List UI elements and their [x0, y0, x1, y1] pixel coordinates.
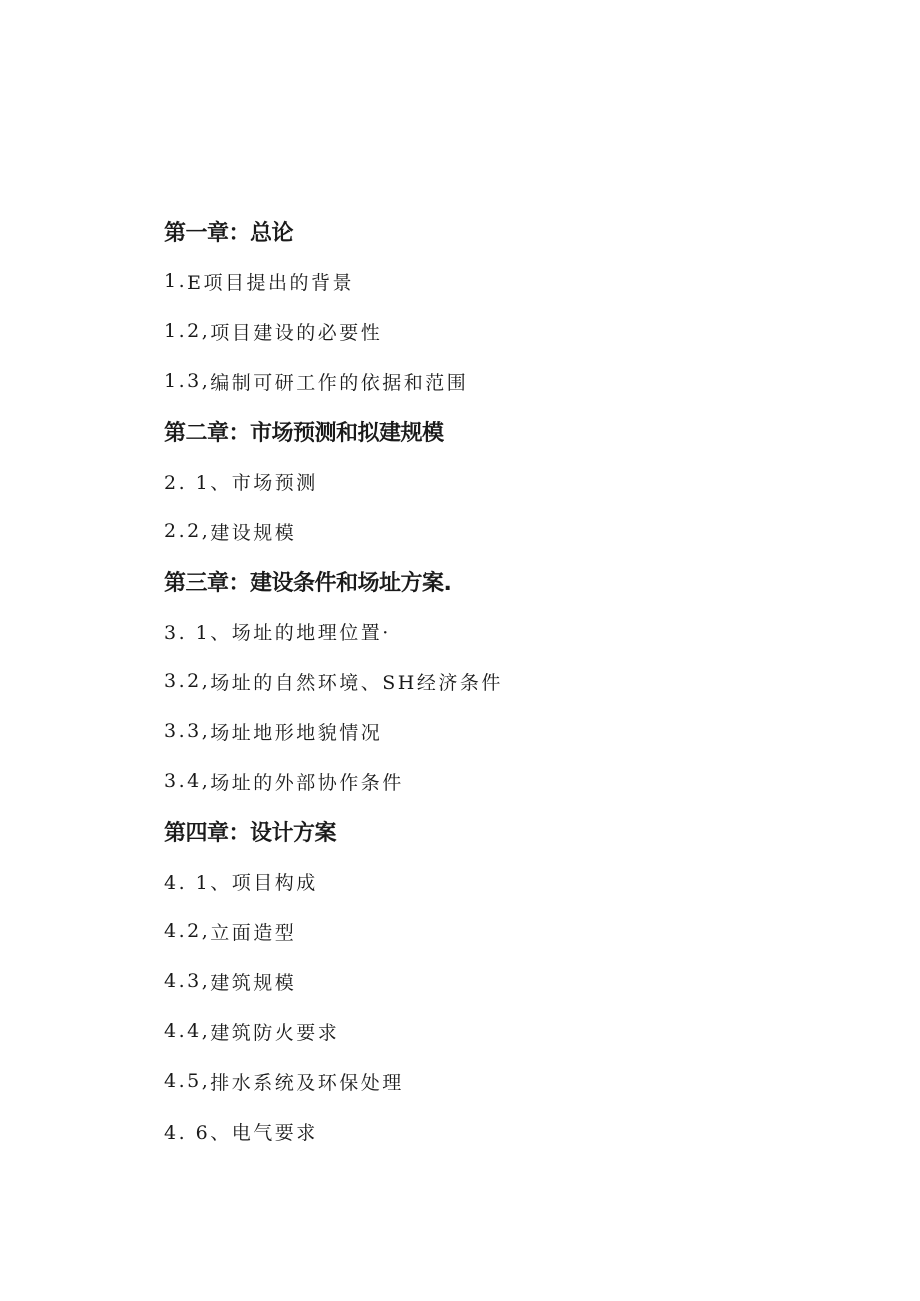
section-title: 场址的自然环境、SH经济条件	[210, 671, 503, 694]
section-entry	[164, 956, 864, 1006]
section-entry	[164, 856, 864, 906]
section-number: 1.3,	[164, 370, 211, 392]
section-number: 3.4,	[164, 770, 211, 792]
section-title: 场址地形地貌情况	[210, 721, 383, 744]
section-number: 4.5,	[164, 1070, 211, 1092]
section-title: E项目提出的背景	[187, 271, 355, 294]
section-entry	[164, 606, 864, 656]
section-title: 排水系统及环保处理	[210, 1071, 404, 1094]
table-of-contents	[164, 206, 864, 1156]
section-entry	[164, 756, 864, 806]
section-title: 项目建设的必要性	[210, 321, 383, 344]
section-number: 3.3,	[164, 720, 211, 742]
section-number: 4.2,	[164, 920, 211, 942]
section-number: 3.2,	[164, 670, 211, 692]
chapter-heading: 第三章：建设条件和场址方案.	[164, 570, 452, 596]
chapter-heading: 第四章：设计方案	[164, 820, 337, 846]
section-title: 编制可研工作的依据和范围	[210, 371, 469, 394]
section-title: 市场预测	[231, 471, 318, 494]
section-number: 3. 1、	[164, 621, 232, 644]
section-number: 4.3,	[164, 970, 211, 992]
section-entry	[164, 706, 864, 756]
section-number: 4.4,	[164, 1020, 211, 1042]
section-title: 项目构成	[231, 871, 318, 894]
section-entry	[164, 1106, 864, 1156]
chapter-heading: 第二章：市场预测和拟建规模	[164, 420, 444, 446]
section-entry	[164, 456, 864, 506]
section-number: 1.	[164, 270, 188, 292]
section-entry	[164, 256, 864, 306]
section-number: 2. 1、	[164, 471, 232, 494]
section-title: 建筑规模	[210, 971, 297, 994]
section-number: 2.2,	[164, 520, 211, 542]
section-entry	[164, 306, 864, 356]
section-title: 场址的外部协作条件	[210, 771, 404, 794]
section-entry	[164, 656, 864, 706]
chapter-heading: 第一章：总论	[164, 220, 294, 246]
section-entry	[164, 356, 864, 406]
section-title: 立面造型	[210, 921, 297, 944]
section-entry	[164, 1006, 864, 1056]
section-title: 建筑防火要求	[210, 1021, 340, 1044]
section-title: 场址的地理位置·	[231, 621, 391, 644]
section-number: 4. 1、	[164, 871, 232, 894]
section-entry	[164, 906, 864, 956]
section-entry	[164, 1056, 864, 1106]
section-number: 4. 6、	[164, 1121, 232, 1144]
section-title: 建设规模	[210, 521, 297, 544]
section-entry	[164, 506, 864, 556]
section-title: 电气要求	[231, 1121, 318, 1144]
section-number: 1.2,	[164, 320, 211, 342]
